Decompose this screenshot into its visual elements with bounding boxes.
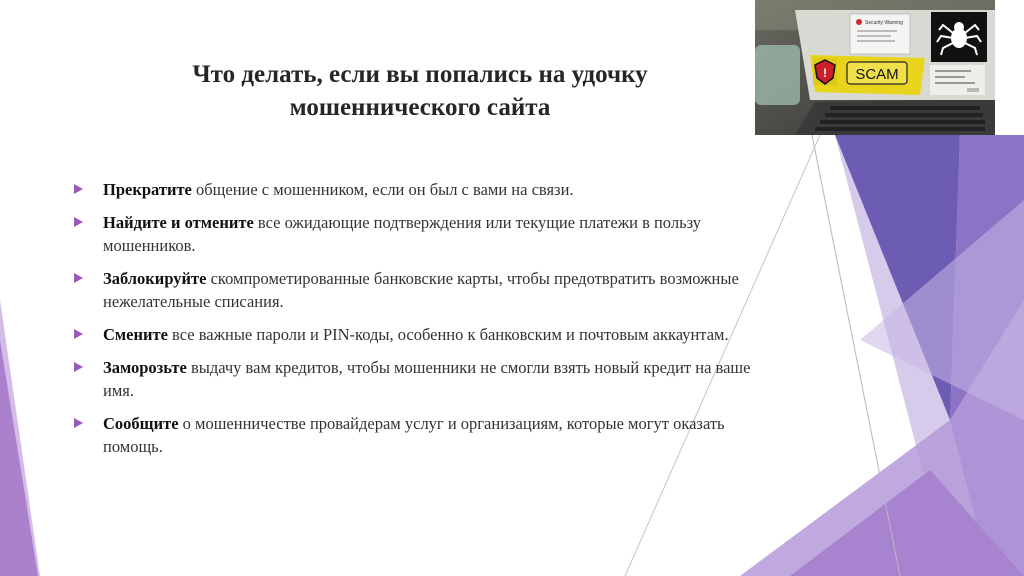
bullet-item <box>74 267 774 313</box>
bullet-item <box>74 178 774 201</box>
bullet-arrow-icon <box>74 418 83 428</box>
bullet-list <box>74 178 774 468</box>
bullet-text: все важные пароли и PIN-коды, особенно к банковским и почтовым аккаунтам. <box>167 325 729 344</box>
bullet-bold: Найдите и отмените <box>103 213 254 232</box>
bullet-item <box>74 323 774 346</box>
bullet-bold: Заблокируйте <box>103 269 207 288</box>
scam-warning-photo <box>755 0 995 135</box>
bullet-bold: Прекратите <box>103 180 192 199</box>
bullet-text: о мошенничестве провайдерам услуг и организациям, которые могут оказать помощь. <box>103 414 725 456</box>
bullet-item <box>74 356 774 402</box>
svg-text:!: ! <box>823 66 827 80</box>
bullet-arrow-icon <box>74 329 83 339</box>
bullet-text: скомпрометированные банковские карты, чтобы предотвратить возможные нежелательные списания. <box>103 269 739 311</box>
bullet-arrow-icon <box>74 273 83 283</box>
mug-shape <box>755 45 800 105</box>
popup-title: Security Warning <box>865 20 903 26</box>
scam-photo-illustration <box>755 0 995 135</box>
bullet-item <box>74 211 774 257</box>
bullet-arrow-icon <box>74 184 83 194</box>
bullet-arrow-icon <box>74 217 83 227</box>
bullet-text: общение с мошенником, если он был с вами на связи. <box>191 180 574 199</box>
left-facet-light <box>0 300 40 576</box>
bullet-item <box>74 412 774 458</box>
scam-label: SCAM <box>855 66 899 83</box>
bullet-arrow-icon <box>74 362 83 372</box>
bullet-text: выдачу вам кредитов, чтобы мошенники не смогли взять новый кредит на ваше имя. <box>103 358 751 400</box>
bullet-bold: Заморозьте <box>103 358 187 377</box>
bullet-bold: Смените <box>103 325 168 344</box>
slide-title: Что делать, если вы попались на удочку мошеннического сайта <box>192 61 648 121</box>
bullet-bold: Сообщите <box>103 414 179 433</box>
bullet-text: все ожидающие подтверждения или текущие платежи в пользу мошенников. <box>103 213 702 255</box>
